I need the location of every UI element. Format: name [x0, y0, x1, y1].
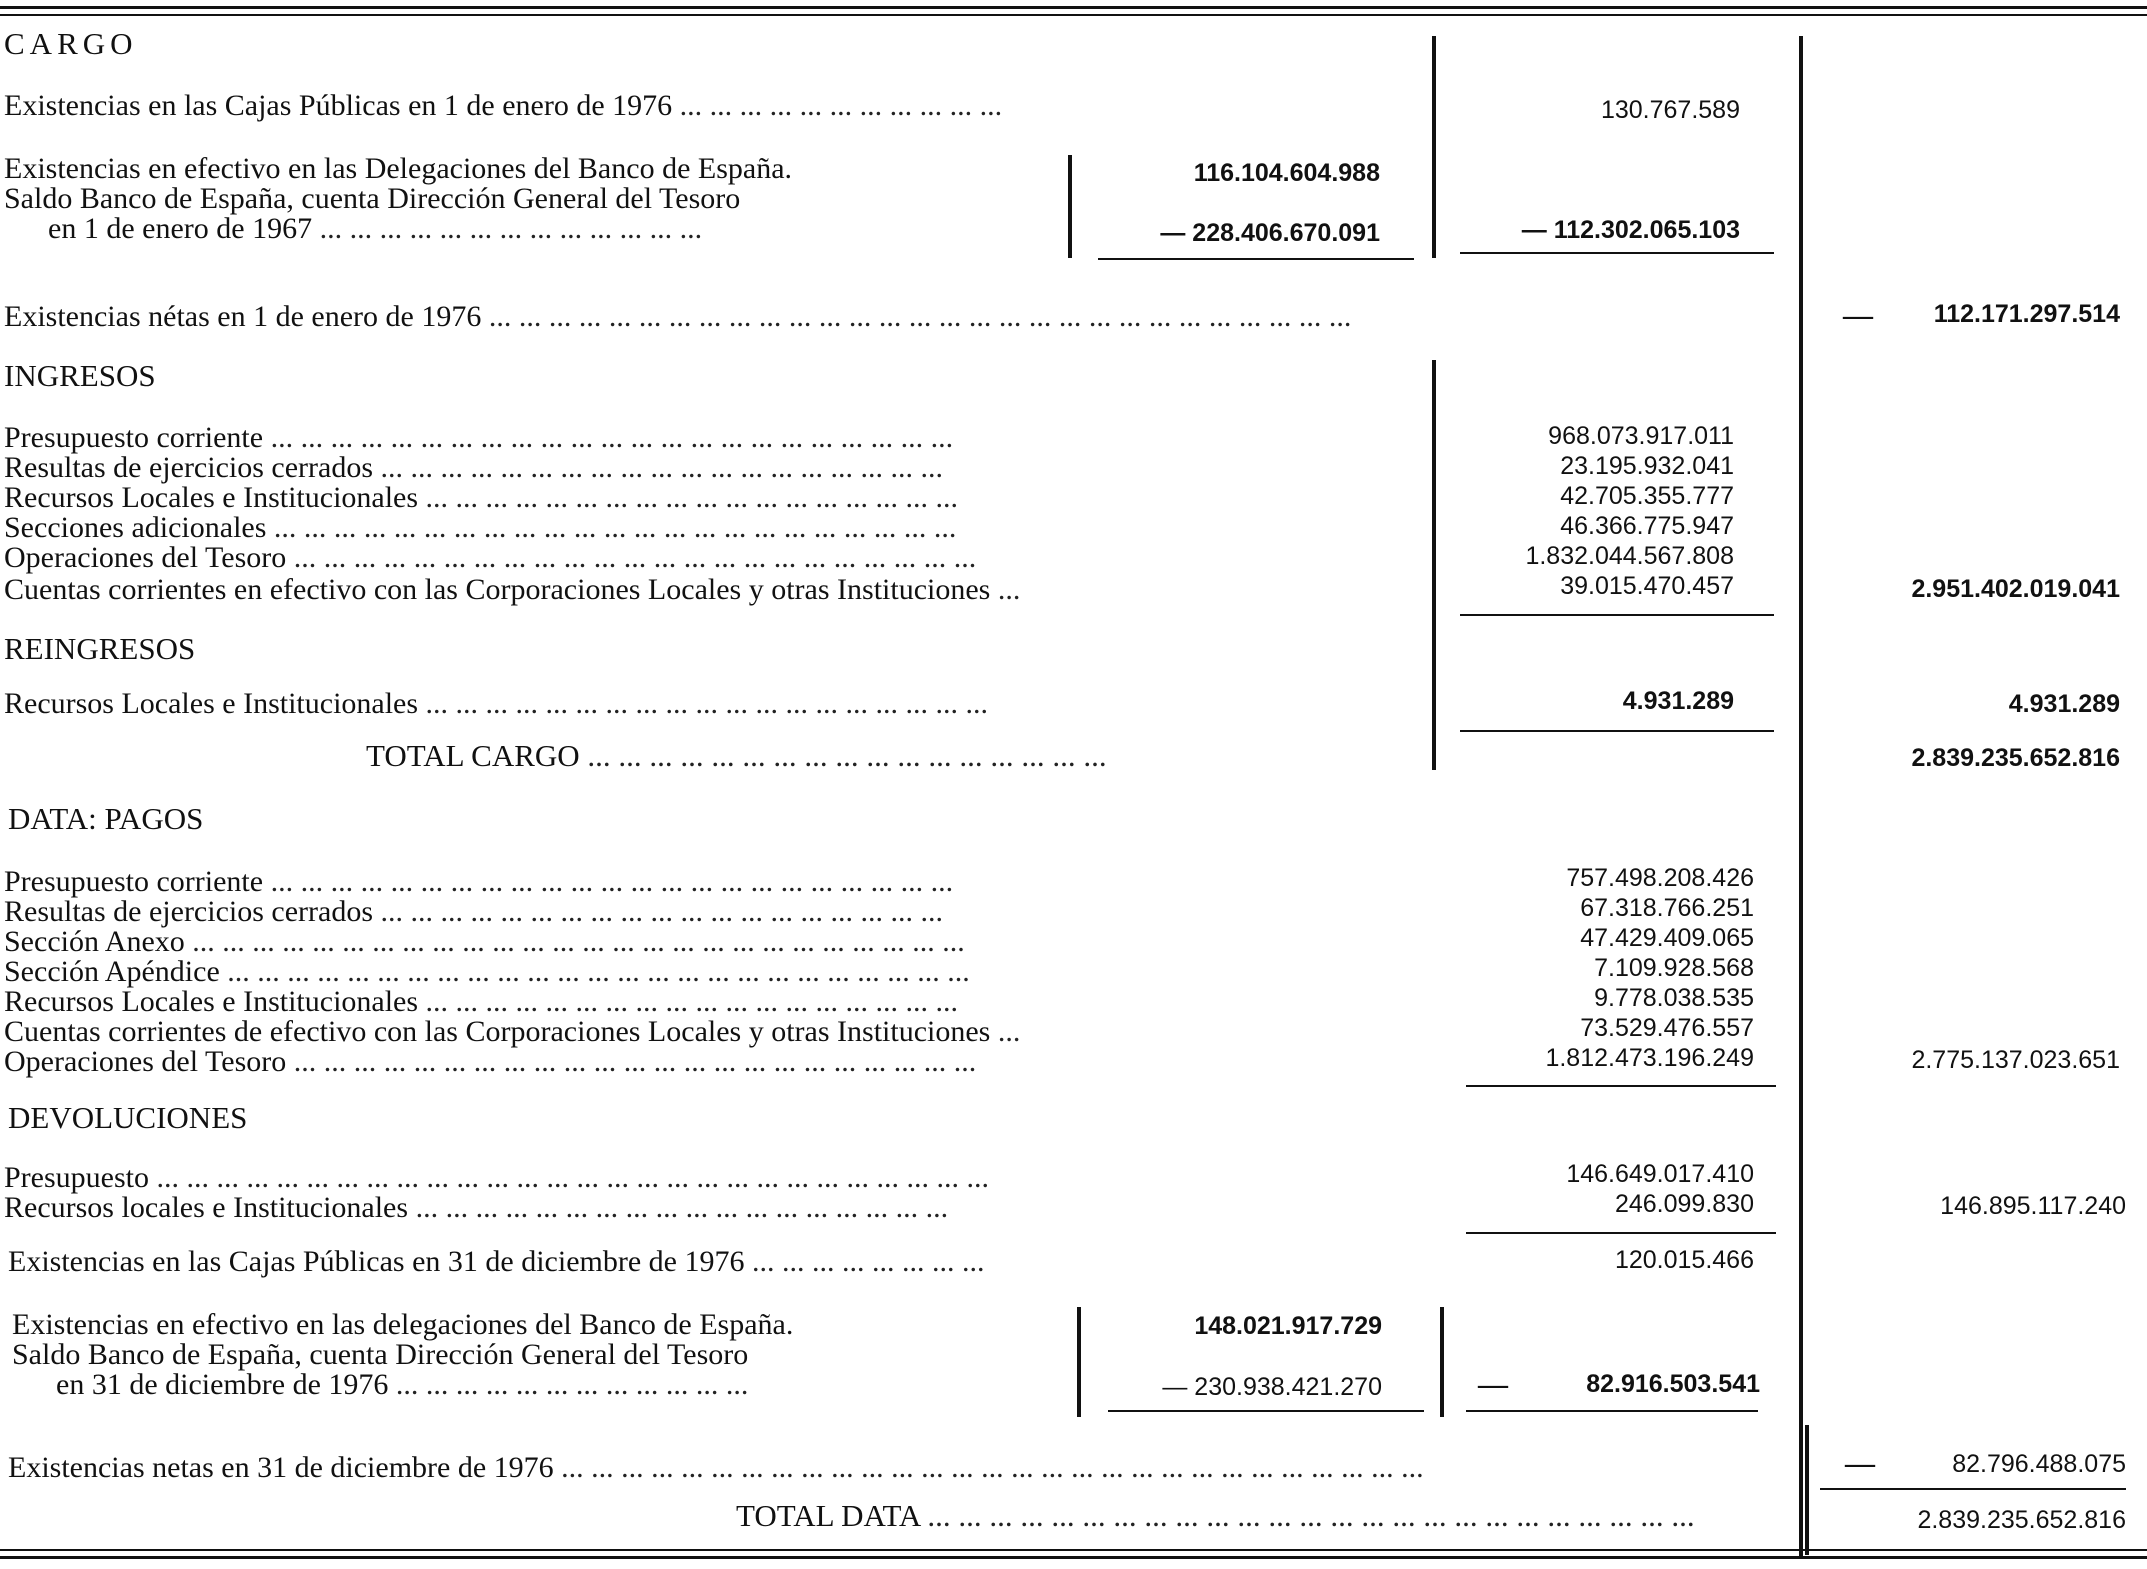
pagos-value: 7.109.928.568 — [1594, 954, 1754, 982]
row-label: Cuentas corrientes en efectivo con las Corporaciones Locales y otras Instituciones — [4, 573, 991, 606]
pagos-row — [4, 896, 943, 928]
leader-dots: ... ... ... ... ... ... ... ... ... ... ... ... ... ... ... ... ... ... ... ... ... ... ... — [270, 865, 954, 898]
pagos-row — [4, 1016, 1020, 1048]
cargo-existencias-cajas — [4, 90, 1002, 122]
devoluciones-underline — [1466, 1232, 1776, 1234]
col-divider-right-netas — [1805, 1425, 1809, 1555]
ingresos-value: 39.015.470.457 — [1560, 572, 1734, 600]
pagos-row — [4, 956, 970, 988]
pagos-row — [4, 866, 953, 898]
cargo-efectivo-delegaciones: Existencias en efectivo en las Delegaciones del Banco de España. — [4, 152, 793, 185]
row-label: Cuentas corrientes de efectivo con las Corporaciones Locales y otras Instituciones — [4, 1015, 991, 1048]
row-label: en 31 de diciembre de 1976 — [56, 1368, 389, 1401]
cierre-netas-value: 82.796.488.075 — [1952, 1450, 2126, 1478]
pagos-value: 1.812.473.196.249 — [1545, 1044, 1754, 1072]
row-label: Recursos Locales e Institucionales — [4, 687, 419, 720]
ingresos-value: 46.366.775.947 — [1560, 512, 1734, 540]
cierre-netas-underline — [1820, 1488, 2126, 1490]
total-data-value: 2.839.235.652.816 — [1917, 1506, 2126, 1534]
ingresos-value: 23.195.932.041 — [1560, 452, 1734, 480]
ingresos-value: 42.705.355.777 — [1560, 482, 1734, 510]
cargo-netas-sign: — — [1843, 299, 1873, 332]
leader-dots: ... ... ... ... ... ... ... ... ... ... ... ... ... ... ... ... ... ... ... ... ... ... ... ... ... — [227, 955, 970, 988]
total-data-label: TOTAL DATA — [736, 1498, 920, 1533]
leader-dots: ... ... ... ... ... ... ... ... ... ... ... ... ... ... ... ... ... — [587, 738, 1107, 773]
leader-dots: ... ... ... ... ... ... ... ... ... ... ... ... ... ... ... ... ... ... ... ... ... ... ... — [293, 1045, 977, 1078]
row-label: Resultas de ejercicios cerrados — [4, 451, 374, 484]
pagos-value: 47.429.409.065 — [1580, 924, 1754, 952]
leader-dots: ... — [997, 573, 1021, 606]
ingresos-row — [4, 452, 943, 484]
cierre-netas-sign: — — [1845, 1447, 1875, 1480]
leader-dots: ... ... ... ... ... ... ... ... ... ... ... ... ... ... ... ... ... ... ... ... ... ... ... ... ... ... ... ... ... — [561, 1451, 1424, 1484]
pagos-value: 757.498.208.426 — [1566, 864, 1754, 892]
reingresos-underline — [1460, 730, 1774, 732]
devoluciones-row — [4, 1192, 948, 1224]
leader-dots: ... ... ... ... ... ... ... ... ... ... ... ... ... ... ... ... ... ... — [425, 481, 959, 514]
leader-dots: ... ... ... ... ... ... ... ... ... ... ... — [679, 89, 1003, 122]
leader-dots: ... ... ... ... ... ... ... ... ... ... ... ... ... ... ... ... ... ... ... ... ... ... ... ... ... ... ... ... ... — [488, 300, 1352, 333]
col-divider-sub-cargo — [1068, 155, 1072, 258]
cargo-saldo-banco-subtotal: — 112.302.065.103 — [1521, 216, 1740, 244]
row-label: Operaciones del Tesoro — [4, 1045, 287, 1078]
row-label: Presupuesto corriente — [4, 865, 264, 898]
leader-dots: ... ... ... ... ... ... ... ... ... ... ... ... ... ... ... ... ... ... ... ... ... ... ... — [293, 541, 977, 574]
ingresos-value: 968.073.917.011 — [1548, 422, 1734, 450]
ingresos-row — [4, 542, 976, 574]
row-label: Recursos Locales e Institucionales — [4, 985, 419, 1018]
bottom-rule-1 — [0, 1549, 2147, 1551]
cierre-efectivo-delegaciones-value: 148.021.917.729 — [1194, 1312, 1382, 1340]
cargo-efectivo-delegaciones-value: 116.104.604.988 — [1193, 159, 1380, 187]
devoluciones-total: 146.895.117.240 — [1940, 1192, 2126, 1220]
row-label: Sección Apéndice — [4, 955, 220, 988]
devoluciones-value: 146.649.017.410 — [1566, 1160, 1754, 1188]
cierre-sub-sign: — — [1478, 1368, 1508, 1401]
leader-dots: ... ... ... ... ... ... ... ... ... ... ... ... ... ... ... ... ... ... ... — [425, 687, 989, 720]
cierre-efectivo-delegaciones: Existencias en efectivo en las delegaciones del Banco de España. — [12, 1308, 794, 1341]
reingresos-total: 4.931.289 — [2008, 690, 2120, 718]
data-pagos-title: DATA: PAGOS — [8, 801, 204, 836]
row-label: Recursos Locales e Institucionales — [4, 481, 419, 514]
ingresos-total: 2.951.402.019.041 — [1911, 575, 2120, 603]
pagos-value: 9.778.038.535 — [1594, 984, 1754, 1012]
cargo-saldo-banco-label2 — [48, 213, 702, 245]
cargo-saldo-banco-value: — 228.406.670.091 — [1160, 219, 1380, 247]
row-label: Operaciones del Tesoro — [4, 541, 287, 574]
leader-dots: ... ... ... ... ... ... ... ... ... ... ... ... — [395, 1368, 749, 1401]
row-label: Presupuesto — [4, 1161, 149, 1194]
row-label: Existencias nétas en 1 de enero de 1976 — [4, 300, 482, 333]
reingresos-row — [4, 688, 988, 720]
devoluciones-row — [4, 1162, 989, 1194]
row-label: Recursos locales e Institucionales — [4, 1191, 409, 1224]
devoluciones-value: 246.099.830 — [1614, 1190, 1754, 1218]
leader-dots: ... ... ... ... ... ... ... ... ... ... ... ... ... ... ... ... ... ... ... ... ... ... ... ... ... ... ... ... — [156, 1161, 989, 1194]
col-divider-sub-cierre — [1077, 1307, 1081, 1417]
pagos-row — [4, 986, 958, 1018]
cierre-cajas-value: 120.015.466 — [1614, 1246, 1754, 1274]
col-divider-right — [1799, 36, 1803, 1556]
ingresos-row — [4, 512, 956, 544]
leader-dots: ... — [997, 1015, 1021, 1048]
leader-dots: ... ... ... ... ... ... ... ... ... ... ... ... ... — [319, 212, 703, 245]
pagos-total: 2.775.137.023.651 — [1911, 1046, 2120, 1074]
ingresos-underline — [1460, 614, 1774, 616]
top-rule-2 — [0, 14, 2147, 16]
reingresos-value: 4.931.289 — [1622, 687, 1734, 715]
cargo-existencias-cajas-value: 130.767.589 — [1600, 96, 1740, 124]
cierre-saldo-banco-label2 — [56, 1369, 748, 1401]
cierre-subtotal-underline — [1466, 1410, 1758, 1412]
leader-dots: ... ... ... ... ... ... ... ... ... ... ... ... ... ... ... ... ... ... ... ... ... ... ... ... ... — [927, 1498, 1695, 1533]
row-label: Presupuesto corriente — [4, 421, 264, 454]
reingresos-title: REINGRESOS — [4, 631, 196, 666]
pagos-underline — [1466, 1085, 1776, 1087]
ingresos-row — [4, 482, 958, 514]
leader-dots: ... ... ... ... ... ... ... ... ... ... ... ... ... ... ... ... ... ... ... ... ... ... ... ... ... ... — [192, 925, 965, 958]
leader-dots: ... ... ... ... ... ... ... ... ... ... ... ... ... ... ... ... ... ... ... — [380, 895, 944, 928]
total-data-row — [736, 1500, 1695, 1532]
row-label: en 1 de enero de 1967 — [48, 212, 313, 245]
row-label: Resultas de ejercicios cerrados — [4, 895, 374, 928]
cargo-title: CARGO — [4, 26, 138, 61]
row-label: Sección Anexo — [4, 925, 185, 958]
col-divider-mid-ingresos — [1432, 360, 1436, 770]
ingresos-row — [4, 422, 953, 454]
pagos-row — [4, 1046, 976, 1078]
leader-dots: ... ... ... ... ... ... ... ... ... ... ... ... ... ... ... ... ... ... ... ... ... ... ... — [273, 511, 957, 544]
bottom-rule-2 — [0, 1556, 2147, 1559]
pagos-row — [4, 926, 965, 958]
leader-dots: ... ... ... ... ... ... ... ... ... ... ... ... ... ... ... ... ... ... — [415, 1191, 949, 1224]
cierre-saldo-banco-subtotal: 82.916.503.541 — [1586, 1370, 1760, 1398]
cargo-existencias-netas — [4, 301, 1351, 333]
row-label: Existencias netas en 31 de diciembre de 1976 — [8, 1451, 554, 1484]
leader-dots: ... ... ... ... ... ... ... ... ... ... ... ... ... ... ... ... ... ... ... — [380, 451, 944, 484]
total-cargo-value: 2.839.235.652.816 — [1911, 744, 2120, 772]
leader-dots: ... ... ... ... ... ... ... ... ... ... ... ... ... ... ... ... ... ... ... ... ... ... ... — [270, 421, 954, 454]
total-cargo-label: TOTAL CARGO — [366, 738, 580, 773]
pagos-value: 67.318.766.251 — [1580, 894, 1754, 922]
leader-dots: ... ... ... ... ... ... ... ... ... ... ... ... ... ... ... ... ... ... — [425, 985, 959, 1018]
cierre-saldo-banco-value: — 230.938.421.270 — [1162, 1373, 1382, 1401]
ingresos-title: INGRESOS — [4, 358, 156, 393]
ingresos-row — [4, 574, 1020, 606]
row-label: Existencias en las Cajas Públicas en 31 de diciembre de 1976 — [8, 1245, 745, 1278]
ingresos-value: 1.832.044.567.808 — [1525, 542, 1734, 570]
cierre-netas-row — [8, 1452, 1424, 1484]
col-divider-mid-top — [1432, 36, 1436, 258]
cargo-netas-value: 112.171.297.514 — [1933, 300, 2120, 328]
col-divider-mid-cierre — [1440, 1307, 1444, 1417]
row-label: Secciones adicionales — [4, 511, 267, 544]
total-cargo-row — [366, 740, 1107, 772]
top-rule-1 — [0, 6, 2147, 9]
leader-dots: ... ... ... ... ... ... ... ... — [751, 1245, 985, 1278]
pagos-value: 73.529.476.557 — [1580, 1014, 1754, 1042]
cierre-sub-underline — [1108, 1410, 1424, 1412]
row-label: Existencias en las Cajas Públicas en 1 de enero de 1976 — [4, 89, 673, 122]
devoluciones-title: DEVOLUCIONES — [8, 1100, 248, 1135]
cargo-subtotal-underline — [1460, 252, 1774, 254]
cargo-sub-underline — [1098, 258, 1414, 260]
cargo-saldo-banco-label1: Saldo Banco de España, cuenta Dirección General del Tesoro — [4, 182, 741, 215]
cierre-saldo-banco-label1: Saldo Banco de España, cuenta Dirección General del Tesoro — [12, 1338, 749, 1371]
cierre-cajas-row — [8, 1246, 984, 1278]
